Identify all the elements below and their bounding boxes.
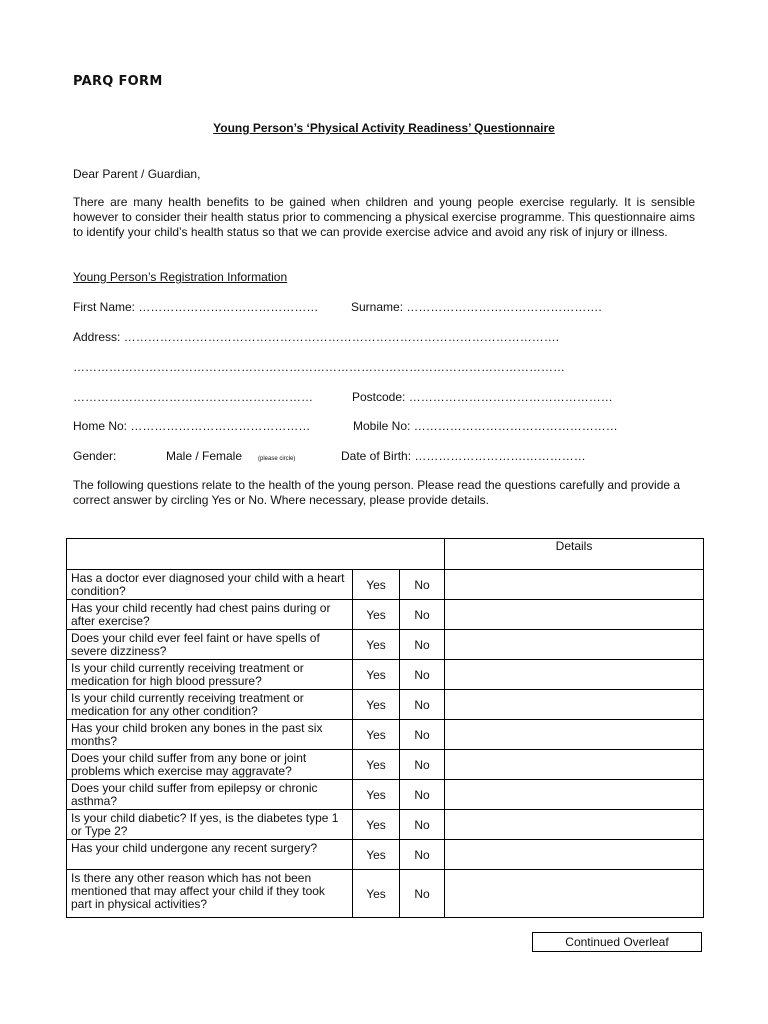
details-cell[interactable] <box>445 720 704 750</box>
table-row <box>67 630 704 660</box>
yes-option[interactable]: Yes <box>353 870 400 918</box>
table-row <box>67 870 704 918</box>
document-title: Young Person’s ‘Physical Activity Readiness’ Questionnaire <box>213 121 555 135</box>
address-line-2[interactable]: …………………………………………………………………………………………………………… <box>73 360 565 374</box>
details-cell[interactable] <box>445 600 704 630</box>
no-option[interactable]: No <box>400 600 445 630</box>
yes-option[interactable]: Yes <box>353 750 400 780</box>
registration-heading: Young Person’s Registration Information <box>73 270 288 284</box>
details-cell[interactable] <box>445 750 704 780</box>
details-header: Details <box>445 539 704 570</box>
yes-option[interactable]: Yes <box>353 810 400 840</box>
details-cell[interactable] <box>445 840 704 870</box>
question-cell: Has your child broken any bones in the past six months? <box>67 720 353 750</box>
question-cell: Is your child diabetic? If yes, is the diabetes type 1 or Type 2? <box>67 810 353 840</box>
question-cell: Has your child recently had chest pains during or after exercise? <box>67 600 353 630</box>
no-option[interactable]: No <box>400 810 445 840</box>
table-row <box>67 810 704 840</box>
table-row <box>67 780 704 810</box>
continued-overleaf: Continued Overleaf <box>532 932 702 952</box>
question-cell: Is your child currently receiving treatment or medication for high blood pressure? <box>67 660 353 690</box>
question-cell: Does your child suffer from epilepsy or chronic asthma? <box>67 780 353 810</box>
question-cell: Does your child ever feel faint or have spells of severe dizziness? <box>67 630 353 660</box>
details-cell[interactable] <box>445 660 704 690</box>
question-cell: Has your child undergone any recent surgery? <box>67 840 353 870</box>
question-cell: Is your child currently receiving treatment or medication for any other condition? <box>67 690 353 720</box>
yes-option[interactable]: Yes <box>353 690 400 720</box>
intro-paragraph: There are many health benefits to be gained when children and young people exercise regularly. It is sensible however to consider their health status prior to commencing a physical exercise programme. This questionnaire aims to identify your child’s health status so that we can provide exercise advice and avoid any risk of injury or illness. <box>73 195 695 239</box>
greeting: Dear Parent / Guardian, <box>73 167 201 181</box>
yes-option[interactable]: Yes <box>353 660 400 690</box>
no-option[interactable]: No <box>400 690 445 720</box>
table-row <box>67 690 704 720</box>
yes-option[interactable]: Yes <box>353 840 400 870</box>
details-cell[interactable] <box>445 810 704 840</box>
questions-table <box>66 538 704 918</box>
home-no-field[interactable]: Home No: ……………………………………… <box>73 419 311 433</box>
mobile-no-field[interactable]: Mobile No: …………………………………………… <box>353 419 618 433</box>
no-option[interactable]: No <box>400 720 445 750</box>
question-cell: Has a doctor ever diagnosed your child with a heart condition? <box>67 570 353 600</box>
table-row <box>67 840 704 870</box>
question-cell: Does your child suffer from any bone or joint problems which exercise may aggravate? <box>67 750 353 780</box>
address-field[interactable]: Address: ………………………………………………………………………………………………. <box>73 330 560 344</box>
no-option[interactable]: No <box>400 570 445 600</box>
table-row <box>67 660 704 690</box>
yes-option[interactable]: Yes <box>353 780 400 810</box>
yes-option[interactable]: Yes <box>353 720 400 750</box>
yes-option[interactable]: Yes <box>353 570 400 600</box>
details-cell[interactable] <box>445 570 704 600</box>
gender-label: Gender: <box>73 449 117 463</box>
first-name-field[interactable]: First Name: ……………………………………… <box>73 300 319 314</box>
date-of-birth-field[interactable]: Date of Birth: ……………………….…………… <box>341 449 586 463</box>
table-row <box>67 570 704 600</box>
details-cell[interactable] <box>445 780 704 810</box>
table-header-row <box>67 539 704 570</box>
no-option[interactable]: No <box>400 630 445 660</box>
no-option[interactable]: No <box>400 870 445 918</box>
questions-intro: The following questions relate to the health of the young person. Please read the questions carefully and provide a correct answer by circling Yes or No. Where necessary, please provide details. <box>73 478 681 507</box>
surname-field[interactable]: Surname: …………………………………………. <box>351 300 602 314</box>
question-cell: Is there any other reason which has not been mentioned that may affect your child if they took part in physical activities? <box>67 870 353 918</box>
yes-option[interactable]: Yes <box>353 600 400 630</box>
table-row <box>67 600 704 630</box>
no-option[interactable]: No <box>400 840 445 870</box>
gender-options[interactable]: Male / Female <box>166 449 243 463</box>
yes-option[interactable]: Yes <box>353 630 400 660</box>
form-title: PARQ FORM <box>73 74 163 89</box>
no-option[interactable]: No <box>400 660 445 690</box>
header-blank-cell <box>67 539 445 570</box>
table-row <box>67 720 704 750</box>
address-line-3[interactable]: …………………………………………………… <box>73 390 313 404</box>
details-cell[interactable] <box>445 630 704 660</box>
details-cell[interactable] <box>445 690 704 720</box>
details-cell[interactable] <box>445 870 704 918</box>
postcode-field[interactable]: Postcode: …………………………………………… <box>352 390 613 404</box>
no-option[interactable]: No <box>400 750 445 780</box>
table-row <box>67 750 704 780</box>
gender-note: (please circle) <box>258 456 296 462</box>
no-option[interactable]: No <box>400 780 445 810</box>
